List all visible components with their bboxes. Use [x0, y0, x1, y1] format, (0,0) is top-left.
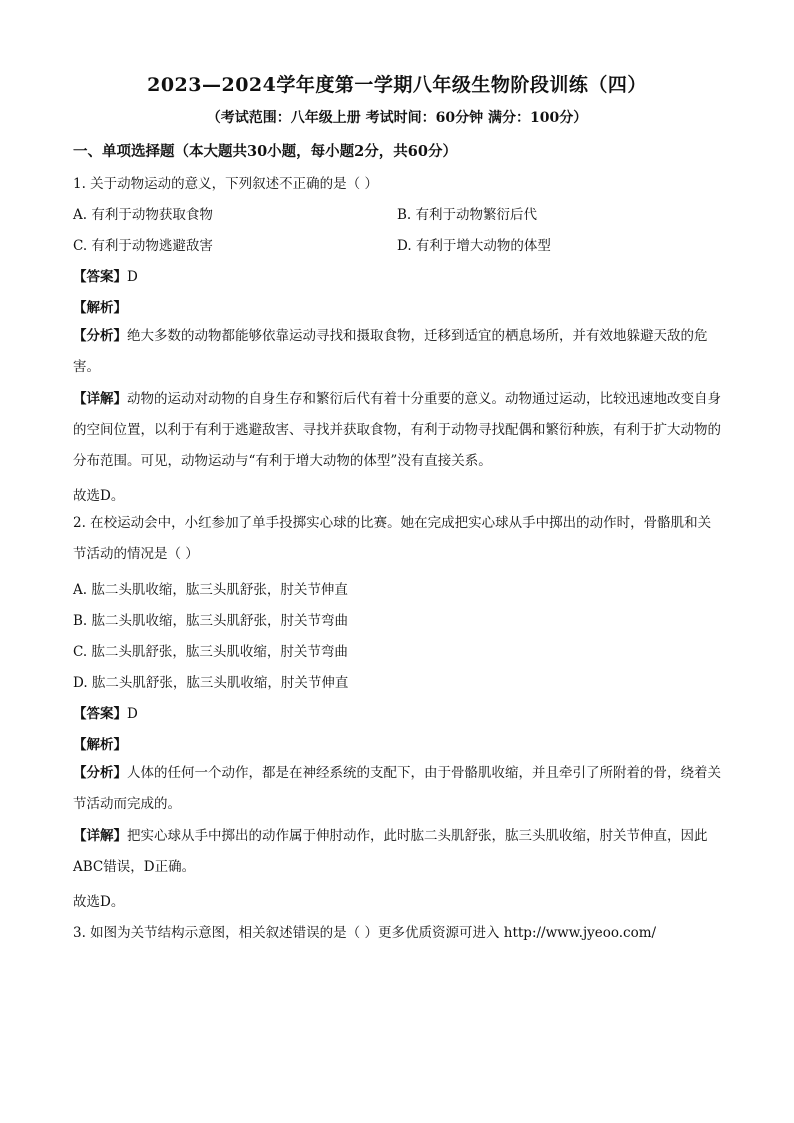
- q1-answer: [73, 265, 138, 285]
- fenxi-tag: 【分析】: [73, 765, 127, 781]
- q1-option-c: C. 有利于动物逃避敌害: [73, 238, 213, 254]
- section-heading: 一、单项选择题（本大题共30小题，每小题2分，共60分）: [73, 143, 457, 160]
- q2-option-c: C. 肱二头肌舒张，肱三头肌收缩，肘关节弯曲: [73, 644, 348, 660]
- xiangjie-tag: 【详解】: [73, 391, 127, 407]
- exam-info: （考试范围：八年级上册 考试时间：60分钟 满分：100分）: [206, 110, 588, 126]
- xiangjie-text: 动物的运动对动物的自身生存和繁衍后代有着十分重要的意义。动物通过运动，比较迅速地改变自身的空间位置，以利于有利于逃避敌害、寻找并获取食物，有利于动物寻找配偶和繁衍种族，有利于扩大动物的分布范围。可见，动物运动与“有利于增大动物的体型”没有直接关系。: [73, 391, 721, 469]
- answer-tag: 【答案】: [73, 269, 127, 285]
- q1-fenxi: [73, 321, 723, 383]
- xiangjie-tag: 【详解】: [73, 828, 127, 844]
- q2-option-d: D. 肱二头肌舒张，肱三头肌收缩，肘关节伸直: [73, 675, 349, 691]
- q1-option-d: D. 有利于增大动物的体型: [397, 238, 551, 254]
- q2-analysis-tag: [73, 733, 127, 753]
- fenxi-text: 绝大多数的动物都能够依靠运动寻找和摄取食物，迁移到适宜的栖息场所，并有效地躲避天敌的危害。: [73, 328, 708, 375]
- q2-answer: [73, 702, 138, 722]
- analysis-tag: 【解析】: [73, 300, 127, 316]
- q1-conclusion: 故选D。: [73, 488, 125, 504]
- q2-xiangjie: [73, 821, 723, 883]
- q1-option-b: B. 有利于动物繁衍后代: [397, 207, 538, 223]
- fenxi-text: 人体的任何一个动作，都是在神经系统的支配下，由于骨骼肌收缩，并且牵引了所附着的骨，绕着关节活动而完成的。: [73, 765, 721, 812]
- q3-stem: 3. 如图为关节结构示意图，相关叙述错误的是（ ）更多优质资源可进入 http://www.jyeoo.com/: [73, 925, 657, 941]
- page-title: 2023—2024学年度第一学期八年级生物阶段训练（四）: [147, 74, 647, 96]
- q1-option-a: A. 有利于动物获取食物: [73, 207, 213, 223]
- q2-conclusion: 故选D。: [73, 894, 125, 910]
- answer-value: D: [127, 706, 138, 722]
- q1-analysis-tag: [73, 296, 127, 316]
- q1-xiangjie: [73, 384, 723, 477]
- q1-stem: 1. 关于动物运动的意义，下列叙述不正确的是（ ）: [73, 176, 378, 192]
- q2-fenxi: [73, 758, 723, 820]
- analysis-tag: 【解析】: [73, 737, 127, 753]
- q2-option-b: B. 肱二头肌收缩，肱三头肌舒张，肘关节弯曲: [73, 613, 349, 629]
- answer-tag: 【答案】: [73, 706, 127, 722]
- q2-option-a: A. 肱二头肌收缩，肱三头肌舒张，肘关节伸直: [73, 582, 348, 598]
- fenxi-tag: 【分析】: [73, 328, 127, 344]
- q2-stem: 2. 在校运动会中，小红参加了单手投掷实心球的比赛。她在完成把实心球从手中掷出的动作时，骨骼肌和关节活动的情况是（ ）: [73, 515, 712, 562]
- answer-value: D: [127, 269, 138, 285]
- xiangjie-text: 把实心球从手中掷出的动作属于伸肘动作，此时肱二头肌舒张，肱三头肌收缩，肘关节伸直，因此ABC错误，D正确。: [73, 828, 708, 875]
